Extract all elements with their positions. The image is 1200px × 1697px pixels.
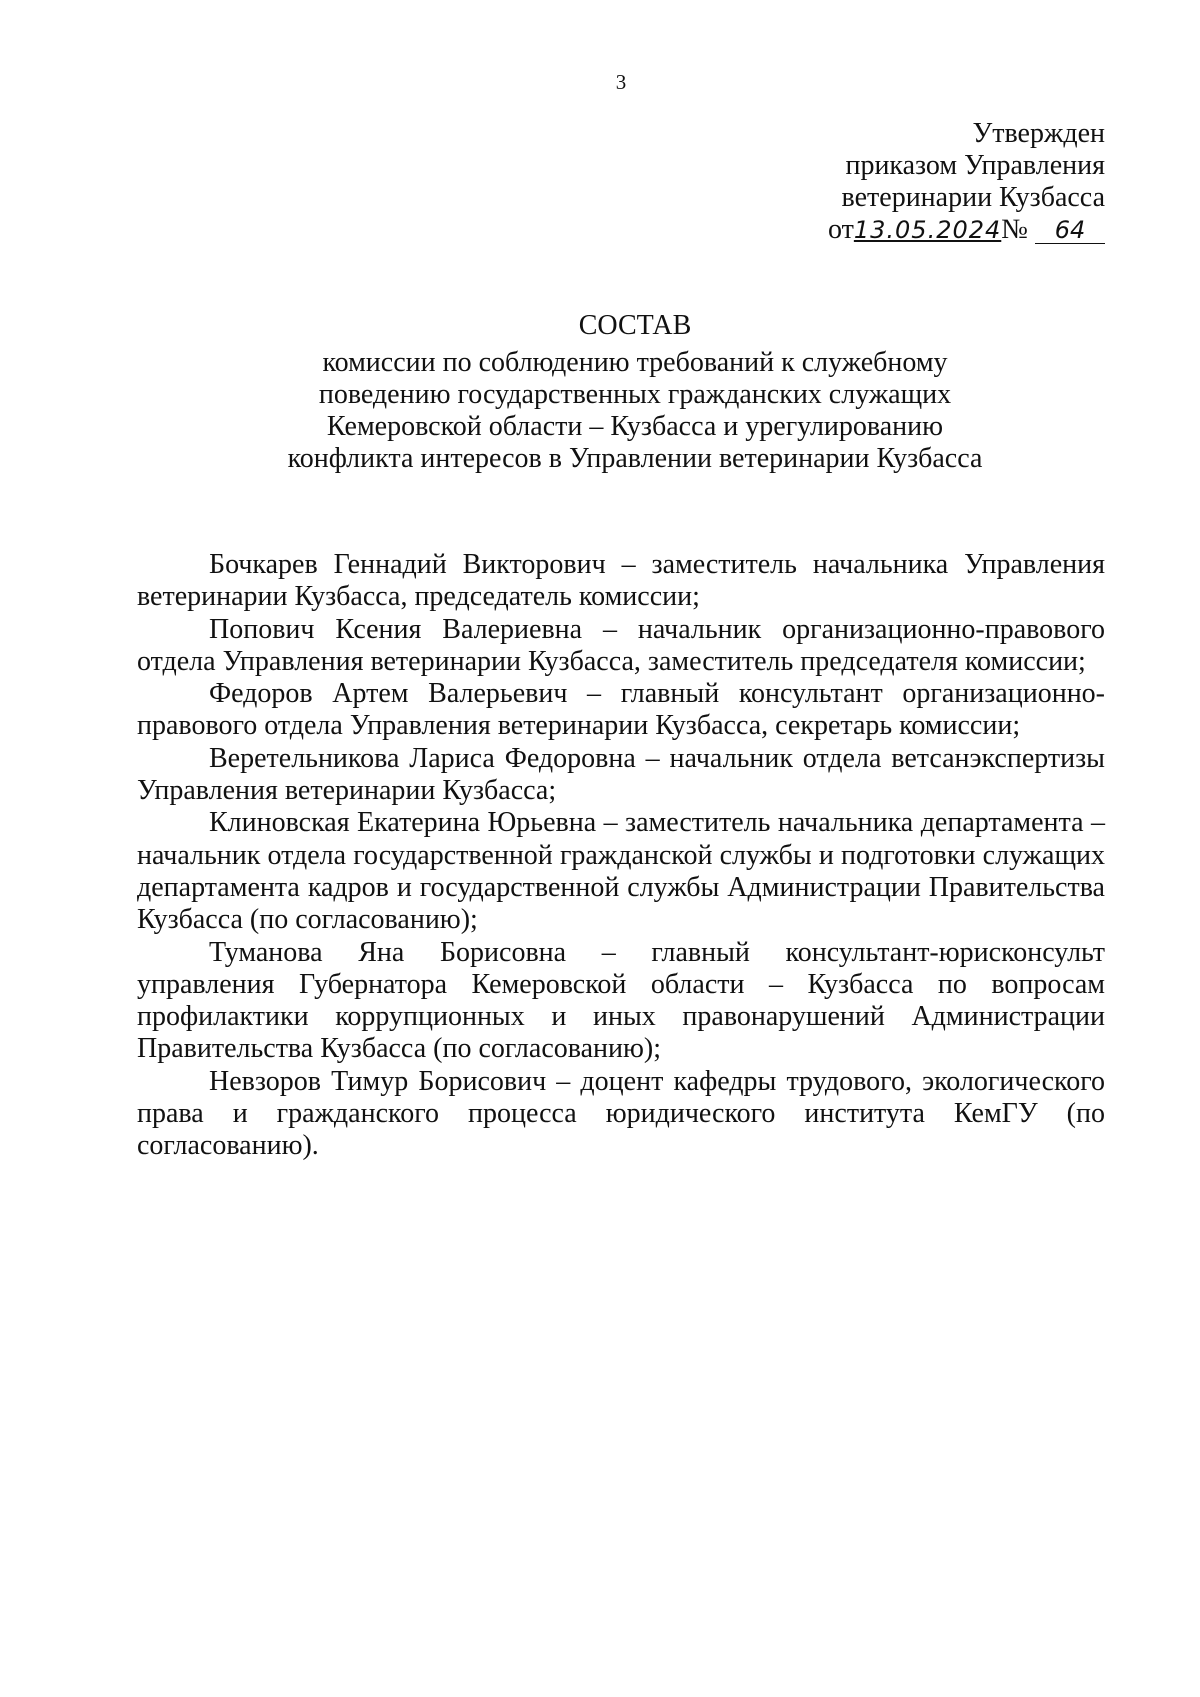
subtitle-line: Кемеровской области – Кузбасса и урегулированию (326, 411, 944, 442)
date-prefix: от (827, 214, 854, 245)
member-item: Веретельникова Лариса Федоровна – начальник отдела ветсанэкспертизы Управления ветеринарии Кузбасса; (137, 742, 1105, 807)
member-secretary: Федоров Артем Валерьевич – главный консультант организационно-правового отдела Управления ветеринарии Кузбасса, секретарь комиссии; (137, 678, 1105, 742)
member-item: Туманова Яна Борисовна – главный консультант-юрисконсульт управления Губернатора Кемеровской области – Кузбасса по вопросам профилактики коррупционных и иных правонарушений Администрации Правительства Кузбасса (по согласованию); (137, 936, 1105, 1065)
number-sign: № (1001, 214, 1028, 245)
subtitle-line: комиссии по соблюдению требований к служебному (322, 347, 948, 378)
member-chairman: Бочкарев Геннадий Викторович – заместитель начальника Управления ветеринарии Кузбасса, председатель комиссии; (137, 549, 1105, 613)
approval-line-3: ветеринарии Кузбасса (841, 182, 1105, 213)
approval-order-line (828, 214, 1105, 246)
member-item: Невзоров Тимур Борисович – доцент кафедры трудового, экологического права и гражданского процесса юридического института КемГУ (по согласованию). (137, 1065, 1105, 1162)
document-title: СОСТАВ (578, 310, 692, 341)
approval-line-1: Утвержден (972, 118, 1105, 149)
commission-members-list (137, 549, 1105, 1163)
order-date: 13.05.2024 (853, 216, 1002, 244)
subtitle-line: конфликта интересов в Управлении ветеринарии Кузбасса (287, 443, 983, 474)
order-number: 64 (1035, 217, 1105, 244)
document-subtitle (0, 347, 1200, 475)
approval-stamp (828, 118, 1105, 246)
member-deputy-chairman: Попович Ксения Валериевна – начальник организационно-правового отдела Управления ветеринарии Кузбасса, заместитель председателя комиссии; (137, 613, 1105, 677)
page-number: 3 (615, 70, 627, 94)
subtitle-line: поведению государственных гражданских служащих (318, 379, 952, 410)
approval-line-2: приказом Управления (845, 150, 1105, 181)
member-item: Клиновская Екатерина Юрьевна – заместитель начальника департамента – начальник отдела государственной гражданской службы и подготовки служащих департамента кадров и государственной службы Администрации Правительства Кузбасса (по согласованию); (137, 807, 1105, 936)
